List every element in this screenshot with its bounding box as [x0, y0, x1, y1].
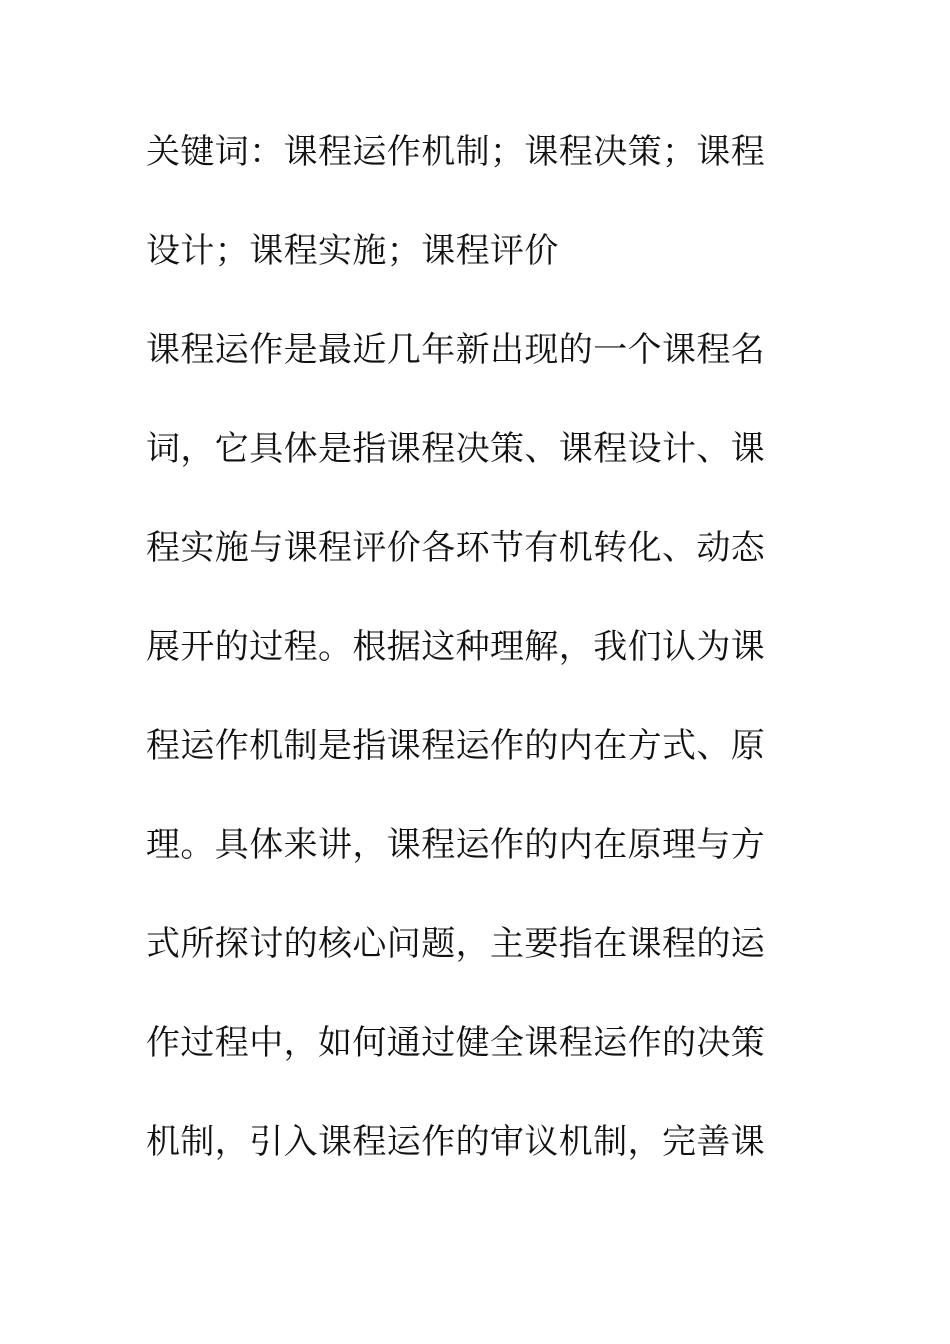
document-body	[146, 124, 786, 1213]
paragraph-line: 程实施与课程评价各环节有机转化、动态	[146, 528, 766, 568]
paragraph-line: 理。具体来讲，课程运作的内在原理与方	[146, 825, 766, 865]
paragraph-line: 词，它具体是指课程决策、课程设计、课	[146, 429, 766, 469]
paragraph-line: 课程运作是最近几年新出现的一个课程名	[146, 330, 766, 370]
paragraph-line: 程运作机制是指课程运作的内在方式、原	[146, 726, 766, 766]
paragraph-line: 式所探讨的核心问题，主要指在课程的运	[146, 924, 766, 964]
paragraph-line: 机制，引入课程运作的审议机制，完善课	[146, 1122, 766, 1162]
keywords-line-2: 设计；课程实施；课程评价	[146, 231, 559, 271]
paragraph-line: 展开的过程。根据这种理解，我们认为课	[146, 627, 766, 667]
paragraph-line: 作过程中，如何通过健全课程运作的决策	[146, 1023, 766, 1063]
keywords-line-1: 关键词：课程运作机制；课程决策；课程	[146, 132, 766, 172]
